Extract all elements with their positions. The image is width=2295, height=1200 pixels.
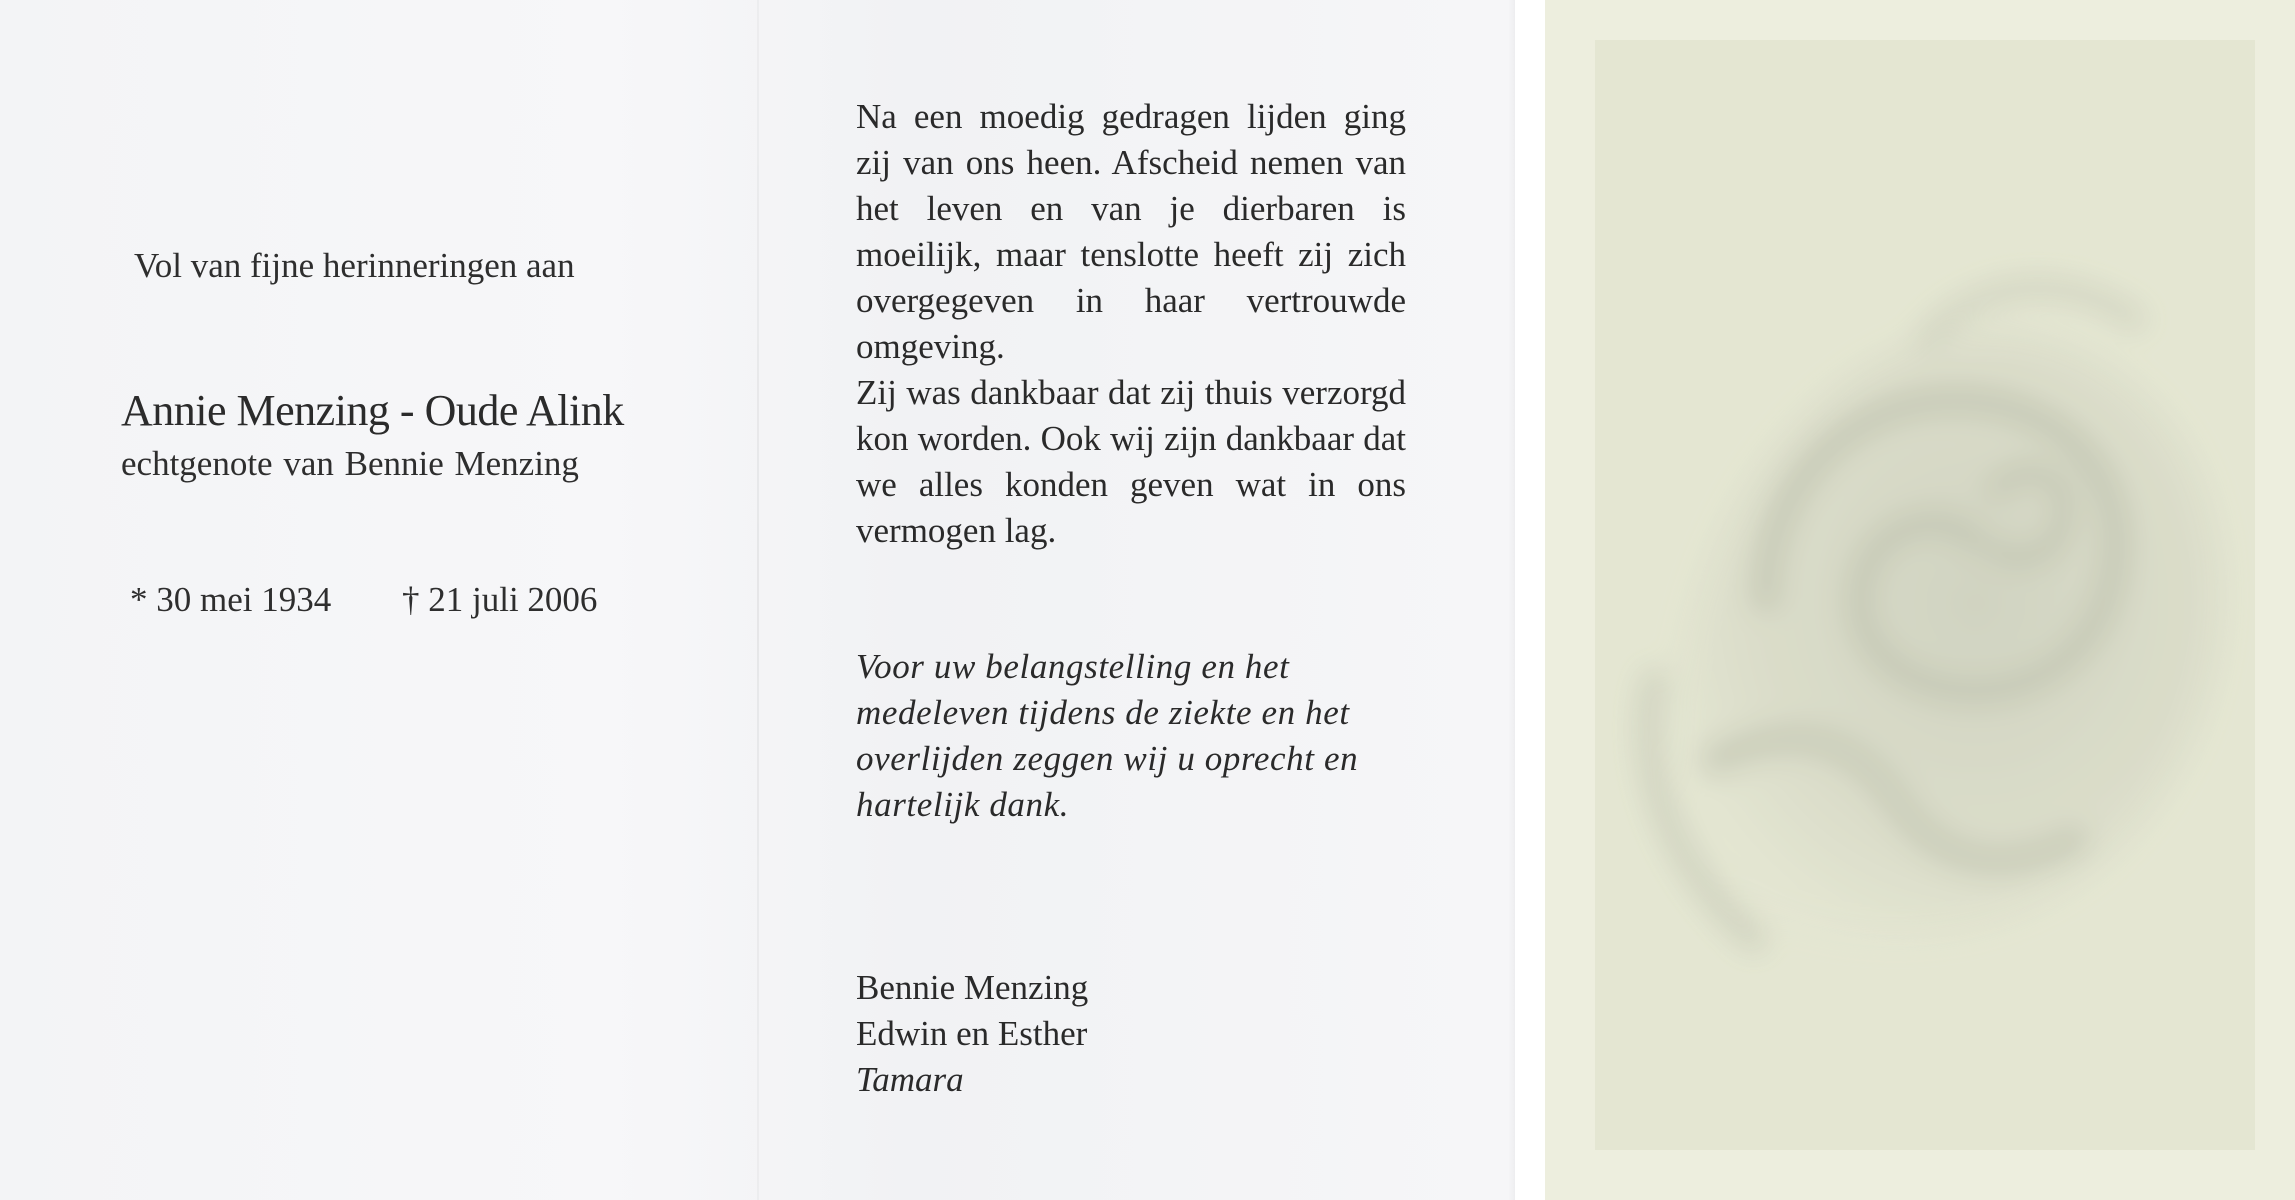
paragraph-line: omgeving. xyxy=(856,327,1005,366)
death-date: † 21 juli 2006 xyxy=(402,580,598,619)
paragraph-line: Zij was dankbaar dat zij thuis verzorgd xyxy=(856,373,1406,412)
deceased-name: Annie Menzing - Oude Alink xyxy=(121,386,624,435)
paragraph-line: vermogen lag. xyxy=(856,511,1057,550)
rose-watermark-icon xyxy=(1595,40,2255,1150)
spouse-line: echtgenote van Bennie Menzing xyxy=(121,444,579,483)
thanks-line: hartelijk dank. xyxy=(856,785,1070,824)
paragraph-line: het leven en van je dierbaren is xyxy=(856,189,1406,228)
signers-block xyxy=(856,965,1088,1103)
background-gap xyxy=(1515,0,1545,1200)
paragraph-line: moeilijk, maar tenslotte heeft zij zich xyxy=(856,235,1406,274)
paragraph-line: we alles konden geven wat in ons xyxy=(856,465,1406,504)
thanks-line: overlijden zeggen wij u oprecht en xyxy=(856,739,1359,778)
memorial-paragraph xyxy=(856,94,1406,554)
birth-date: * 30 mei 1934 xyxy=(130,580,332,619)
memorial-card-back xyxy=(1545,0,2295,1200)
signer-name: Tamara xyxy=(856,1060,964,1099)
thanks-line: medeleven tijdens de ziekte en het xyxy=(856,693,1350,732)
paragraph-line: kon worden. Ook wij zijn dankbaar dat xyxy=(856,419,1406,458)
thanks-line: Voor uw belangstelling en het xyxy=(856,647,1290,686)
rose-image-frame xyxy=(1595,40,2255,1150)
paragraph-line: zij van ons heen. Afscheid nemen van xyxy=(856,143,1406,182)
fold-line xyxy=(757,0,759,1200)
signer-name: Edwin en Esther xyxy=(856,1014,1088,1053)
signer-name: Bennie Menzing xyxy=(856,968,1089,1007)
thanks-paragraph xyxy=(856,644,1406,828)
paragraph-line: Na een moedig gedragen lijden ging xyxy=(856,97,1406,136)
paragraph-line: overgegeven in haar vertrouwde xyxy=(856,281,1406,320)
intro-text: Vol van fijne herinneringen aan xyxy=(134,246,575,285)
